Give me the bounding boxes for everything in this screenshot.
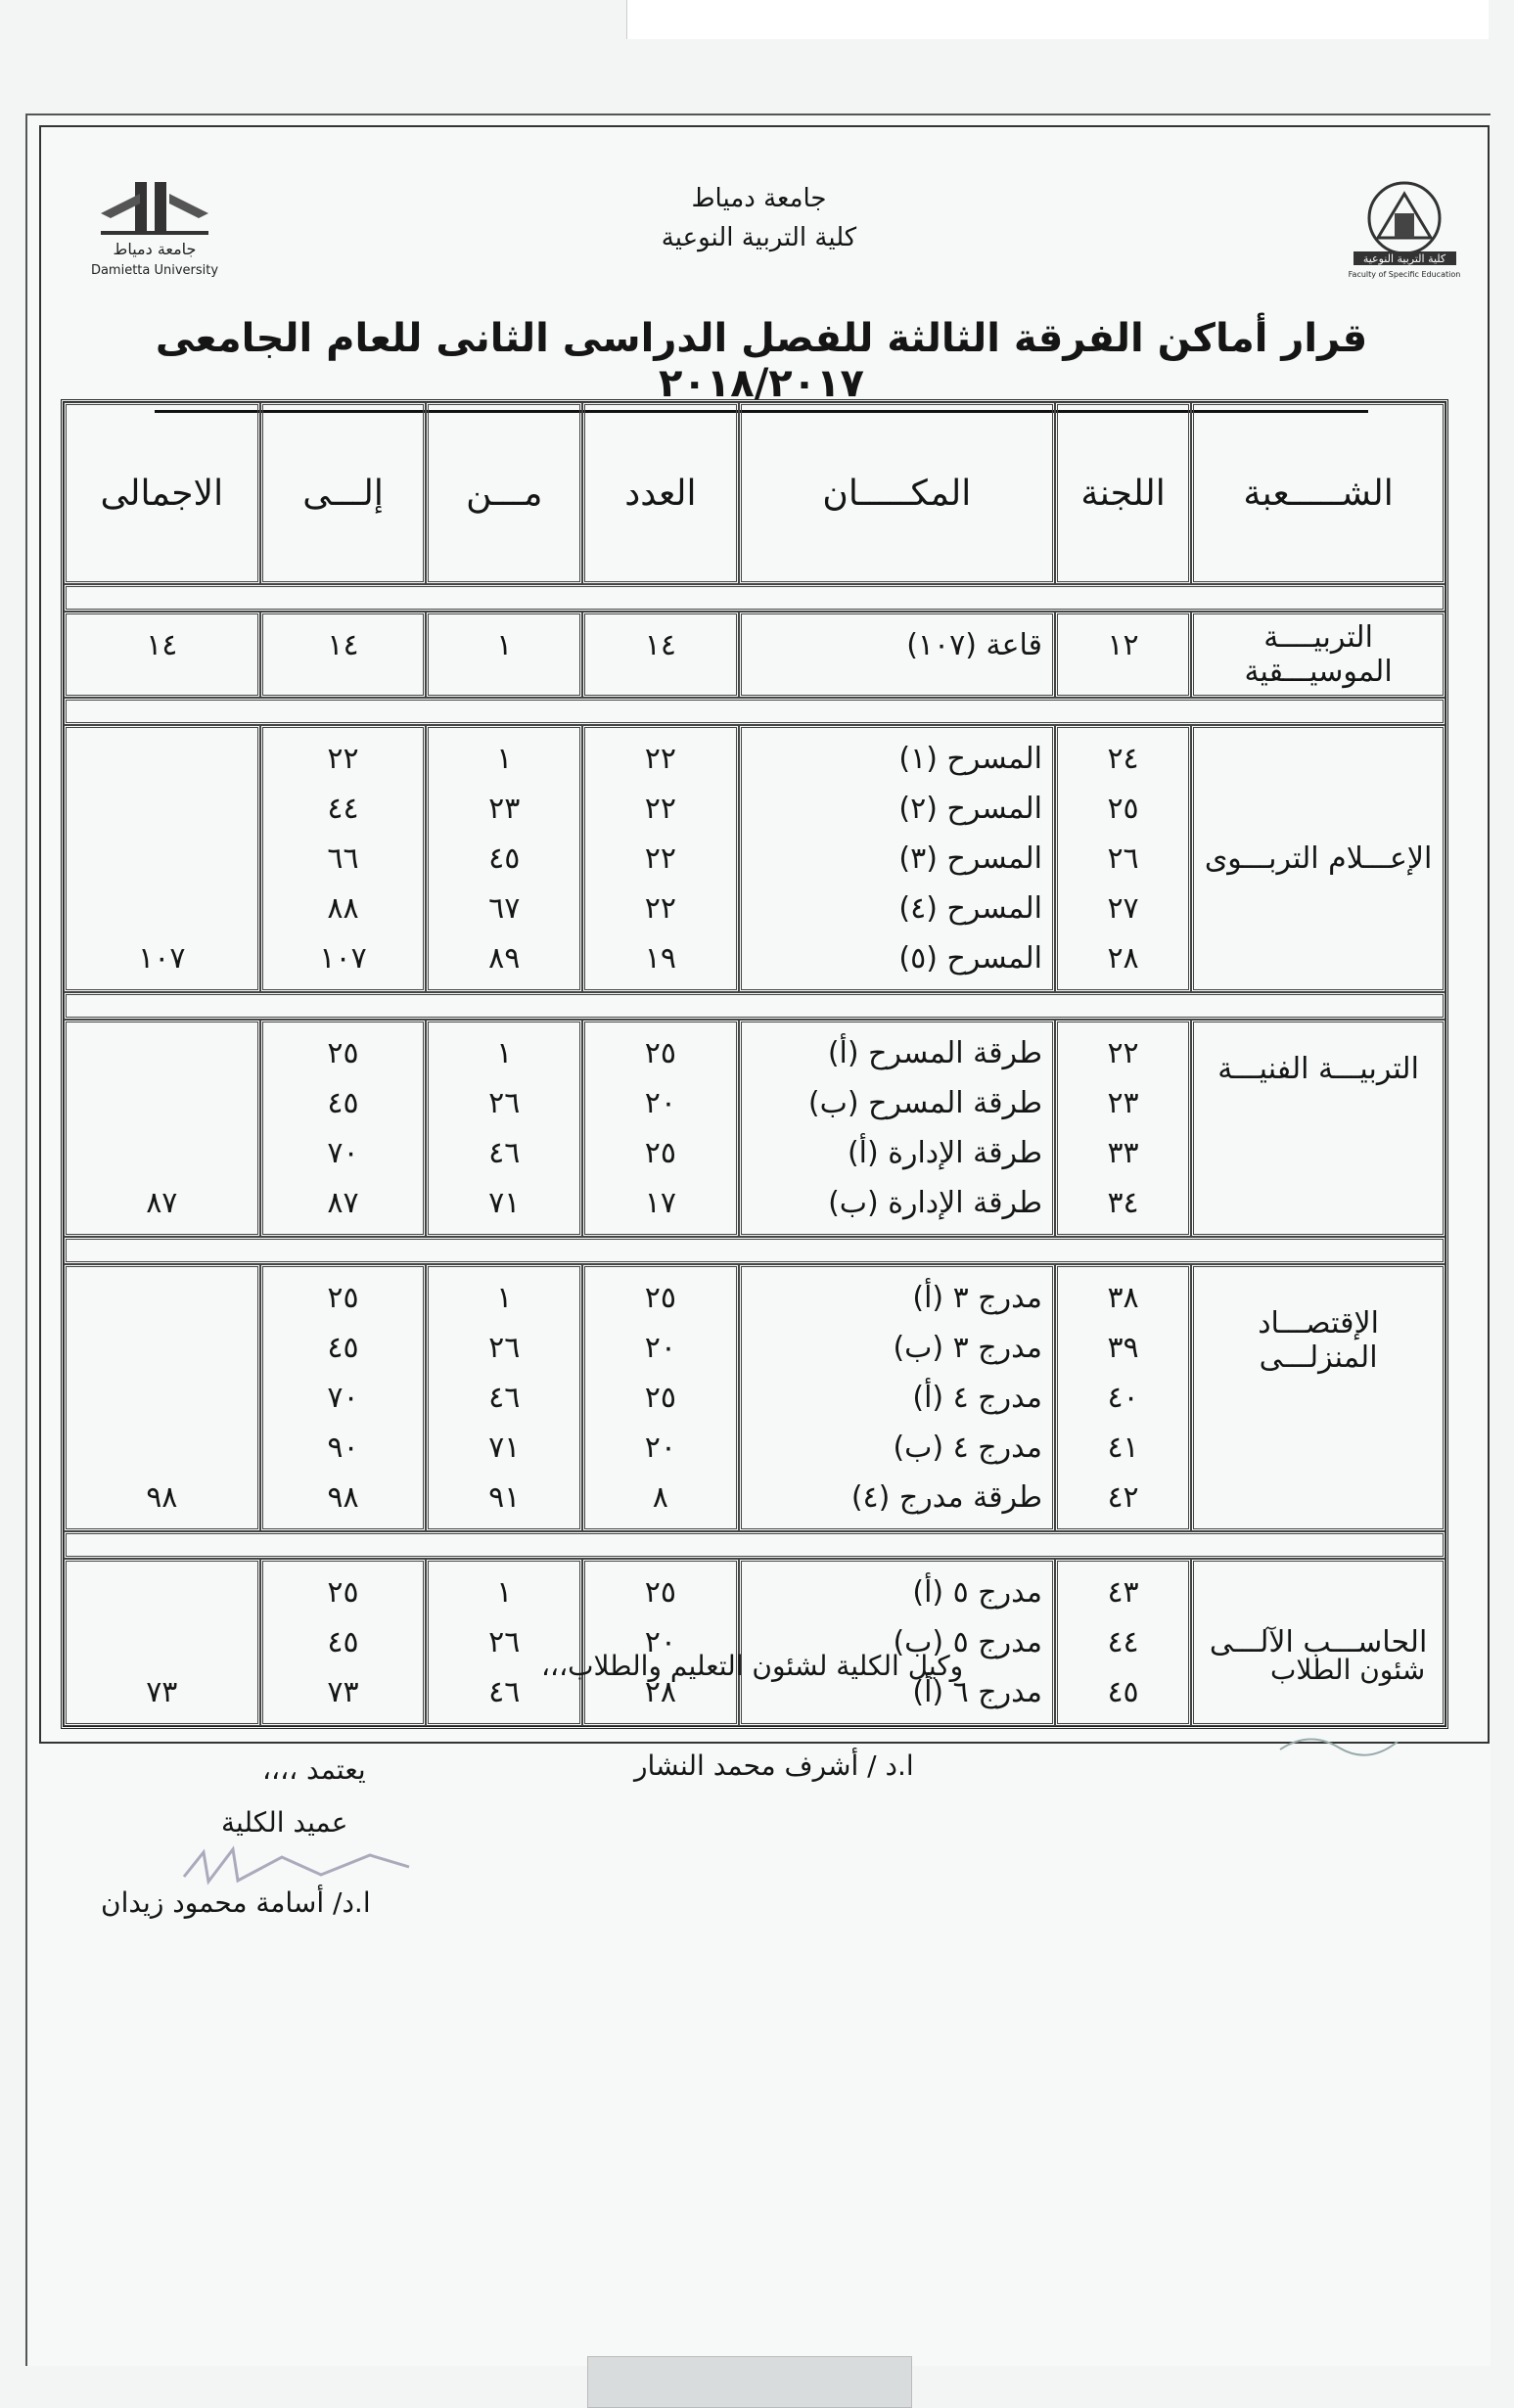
division-cell: الإقتصـــاد المنزلـــى <box>1191 1264 1445 1531</box>
division-cell: الحاســـب الآلـــى <box>1191 1559 1445 1726</box>
to-cell: ١٤ <box>327 628 359 662</box>
committee-cell: ٣٣ <box>1107 1136 1139 1170</box>
dean-title: عميد الكلية <box>221 1806 348 1839</box>
to-cell: ٨٨ <box>327 891 359 926</box>
header-to: إلـــى <box>260 402 427 584</box>
page-title: قرار أماكن الفرقة الثالثة للفصل الدراسى الثانى للعام الجامعى ٢٠١٨/٢٠١٧ <box>155 316 1368 413</box>
count-cell: ١٤ <box>644 628 676 662</box>
committee-cell: ٣٨ <box>1107 1281 1139 1315</box>
place-cell: المسرح (٤) <box>898 891 1042 926</box>
from-cell: ٤٦ <box>488 1381 521 1415</box>
count-cell: ٢٨ <box>644 1675 676 1709</box>
from-cell: ٤٦ <box>488 1136 521 1170</box>
place-cell: طرقة المسرح (أ) <box>827 1036 1042 1070</box>
count-cell: ٢٠ <box>644 1331 676 1365</box>
place-cell: طرقة الإدارة (ب) <box>828 1186 1042 1220</box>
header-division: الشـــــعبة <box>1191 402 1445 584</box>
to-cell: ٧٣ <box>327 1675 359 1709</box>
to-cell: ٦٦ <box>327 841 359 876</box>
from-cell: ٤٥ <box>488 841 521 876</box>
committee-cell: ٣٤ <box>1107 1186 1139 1220</box>
scan-edge-top <box>626 0 1489 39</box>
to-cell: ٤٥ <box>327 1086 359 1120</box>
count-cell: ١٩ <box>644 941 676 976</box>
header-committee: اللجنة <box>1055 402 1191 584</box>
total-cell: ٧٣ <box>146 1675 178 1709</box>
division-cell: الإعـــلام التربـــوى <box>1191 725 1445 992</box>
to-cell: ٢٢ <box>327 742 359 776</box>
to-cell: ٩٠ <box>327 1431 359 1465</box>
to-cell: ١٠٧ <box>319 941 367 976</box>
committee-cell: ٢٤ <box>1107 742 1139 776</box>
from-cell: ١ <box>496 742 513 776</box>
count-cell: ٢٠ <box>644 1625 676 1659</box>
to-cell: ٤٥ <box>327 1331 359 1365</box>
total-cell: ٨٧ <box>146 1186 178 1220</box>
to-cell: ٨٧ <box>327 1186 359 1220</box>
total-cell: ٩٨ <box>146 1480 178 1515</box>
committee-cell: ٢٢ <box>1107 1036 1139 1070</box>
header-place: المكـــــان <box>739 402 1055 584</box>
place-cell: مدرج ٤ (أ) <box>912 1381 1042 1415</box>
count-cell: ١٧ <box>644 1186 676 1220</box>
division-cell: التربيــــة الموسيـــقية <box>1191 612 1445 698</box>
faculty-logo <box>1344 179 1466 282</box>
scan-edge-bottom <box>587 2356 912 2408</box>
from-cell: ٤٦ <box>488 1675 521 1709</box>
header-from: مـــن <box>426 402 582 584</box>
from-cell: ٦٧ <box>488 891 521 926</box>
faculty-name: كلية التربية النوعية <box>661 223 857 252</box>
committee-cell: ٢٥ <box>1107 792 1139 826</box>
count-cell: ٢٥ <box>644 1036 676 1070</box>
place-cell: مدرج ٦ (أ) <box>912 1675 1042 1709</box>
exam-locations-table <box>61 399 1448 1729</box>
from-cell: ١ <box>496 628 513 662</box>
count-cell: ٢٠ <box>644 1086 676 1120</box>
to-cell: ٢٥ <box>327 1281 359 1315</box>
from-cell: ٩١ <box>488 1480 521 1515</box>
dean-name: ا.د/ أسامة محمود زيدان <box>101 1886 371 1919</box>
table-row <box>64 1020 1445 1237</box>
table-row <box>64 725 1445 992</box>
place-cell: مدرج ٥ (ب) <box>893 1625 1042 1659</box>
from-cell: ٧١ <box>488 1186 521 1220</box>
count-cell: ٢٥ <box>644 1575 676 1610</box>
committee-cell: ٤١ <box>1107 1431 1139 1465</box>
to-cell: ٤٥ <box>327 1625 359 1659</box>
total-cell: ١٠٧ <box>138 941 186 976</box>
place-cell: مدرج ٤ (ب) <box>893 1431 1042 1465</box>
from-cell: ٢٣ <box>488 792 521 826</box>
place-cell: مدرج ٣ (ب) <box>893 1331 1042 1365</box>
table-row <box>64 1559 1445 1726</box>
from-cell: ١ <box>496 1575 513 1610</box>
right-logo-text-ar: كلية التربية النوعية <box>1362 252 1446 265</box>
committee-cell: ٤٤ <box>1107 1625 1139 1659</box>
count-cell: ٢٥ <box>644 1281 676 1315</box>
vice-dean-name: ا.د / أشرف محمد النشار <box>634 1749 914 1782</box>
count-cell: ٢٢ <box>644 742 676 776</box>
approve-label: يعتمد ،،،، <box>262 1753 366 1786</box>
committee-cell: ٤٠ <box>1107 1381 1139 1415</box>
committee-cell: ٤٢ <box>1107 1480 1139 1515</box>
student-affairs-label: شئون الطلاب <box>1270 1654 1426 1686</box>
vice-dean-title: وكيل الكلية لشئون التعليم والطلاب،،، <box>541 1650 964 1682</box>
from-cell: ٢٦ <box>488 1625 521 1659</box>
table-row <box>64 1264 1445 1531</box>
count-cell: ٢٥ <box>644 1136 676 1170</box>
place-cell: المسرح (٣) <box>898 841 1042 876</box>
committee-cell: ٤٥ <box>1107 1675 1139 1709</box>
count-cell: ٢٢ <box>644 792 676 826</box>
place-cell: قاعة (١٠٧) <box>906 628 1042 662</box>
place-cell: المسرح (١) <box>898 742 1042 776</box>
from-cell: ٢٦ <box>488 1086 521 1120</box>
table-row <box>64 612 1445 698</box>
place-cell: طرقة المسرح (ب) <box>807 1086 1042 1120</box>
to-cell: ٩٨ <box>327 1480 359 1515</box>
count-cell: ٢٢ <box>644 841 676 876</box>
to-cell: ٢٥ <box>327 1036 359 1070</box>
header-total: الاجمالى <box>64 402 260 584</box>
from-cell: ١ <box>496 1281 513 1315</box>
document-page <box>25 114 1491 2366</box>
count-cell: ٢٢ <box>644 891 676 926</box>
from-cell: ٢٦ <box>488 1331 521 1365</box>
letterhead <box>27 145 1491 406</box>
place-cell: طرقة مدرج (٤) <box>850 1480 1042 1515</box>
committee-cell: ٢٧ <box>1107 891 1139 926</box>
to-cell: ٢٥ <box>327 1575 359 1610</box>
division-cell: التربيـــة الفنيـــة <box>1191 1020 1445 1237</box>
committee-cell: ٢٨ <box>1107 941 1139 976</box>
place-cell: المسرح (٢) <box>898 792 1042 826</box>
committee-cell: ٢٣ <box>1107 1086 1139 1120</box>
from-cell: ٧١ <box>488 1431 521 1465</box>
table-header-row <box>64 402 1445 584</box>
to-cell: ٧٠ <box>327 1381 359 1415</box>
from-cell: ٨٩ <box>488 941 521 976</box>
count-cell: ٢٥ <box>644 1381 676 1415</box>
committee-cell: ٣٩ <box>1107 1331 1139 1365</box>
place-cell: المسرح (٥) <box>898 941 1042 976</box>
place-cell: مدرج ٥ (أ) <box>912 1575 1042 1610</box>
header-count: العدد <box>582 402 739 584</box>
to-cell: ٧٠ <box>327 1136 359 1170</box>
total-cell: ١٤ <box>146 628 178 662</box>
place-cell: مدرج ٣ (أ) <box>912 1281 1042 1315</box>
left-logo-text-ar: جامعة دمياط <box>113 240 197 258</box>
committee-cell: ٢٦ <box>1107 841 1139 876</box>
committee-cell: ٤٣ <box>1107 1575 1139 1610</box>
to-cell: ٤٤ <box>327 792 359 826</box>
right-logo-text-en: Faculty of Specific Education <box>1348 270 1461 279</box>
count-cell: ٨ <box>652 1480 668 1515</box>
committee-cell: ١٢ <box>1107 628 1139 662</box>
left-logo-text-en: Damietta University <box>90 263 219 278</box>
university-name: جامعة دمياط <box>691 184 827 213</box>
from-cell: ١ <box>496 1036 513 1070</box>
count-cell: ٢٠ <box>644 1431 676 1465</box>
place-cell: طرقة الإدارة (أ) <box>847 1136 1042 1170</box>
student-affairs-signature <box>1270 1720 1407 1769</box>
